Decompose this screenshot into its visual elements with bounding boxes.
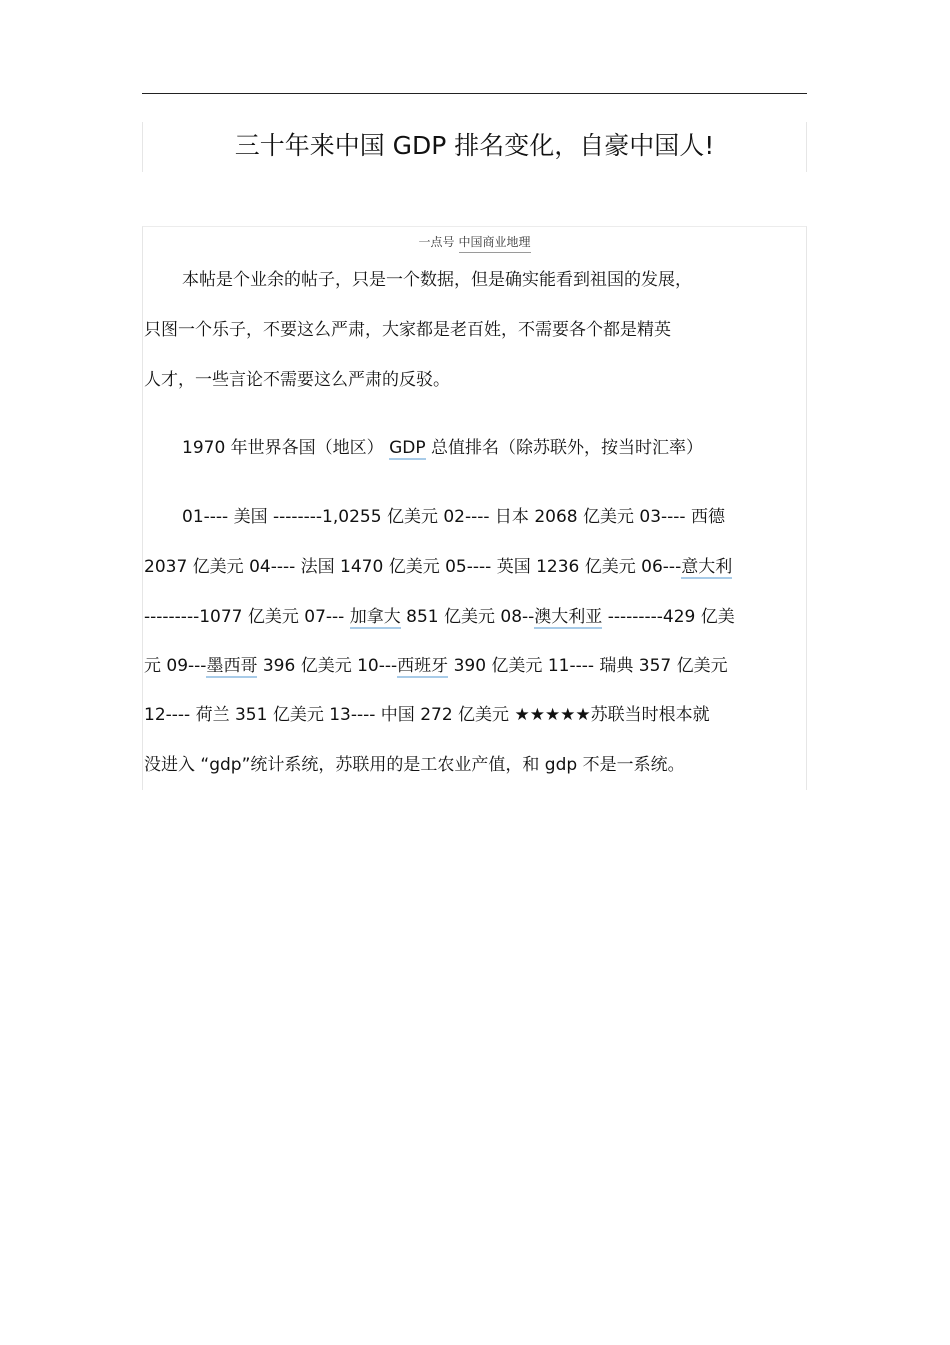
ranking-line-1: 01---- 美国 --------1,0255 亿美元 02---- 日本 2068 亿美元 03---- 西德	[182, 507, 725, 527]
ranking-line-3-b: 851 亿美元 08--	[406, 607, 535, 627]
intro-line-2: 只图一个乐子，不要这么严肃，大家都是老百姓，不需要各个都是精英	[144, 320, 671, 340]
source-line	[143, 233, 806, 253]
ranking-line-5: 12---- 荷兰 351 亿美元 13---- 中国 272 亿美元 ★★★★★苏联当时根本就	[144, 705, 710, 725]
page-title: 三十年来中国 GDP 排名变化，自豪中国人!	[234, 131, 715, 160]
ranking-line-6: 没进入 “gdp”统计系统，苏联用的是工农业产值，和 gdp 不是一系统。	[144, 755, 685, 775]
ranking-line-2	[144, 554, 806, 580]
canada-link[interactable]: 加拿大	[349, 607, 401, 627]
top-divider	[142, 93, 807, 94]
source-name-link[interactable]: 中国商业地理	[459, 233, 531, 253]
italy-link[interactable]: 意大利	[681, 557, 733, 577]
article-body	[142, 226, 807, 790]
source-prefix: 一点号	[418, 235, 455, 249]
australia-link[interactable]: 澳大利亚	[534, 607, 603, 627]
spain-link[interactable]: 西班牙	[397, 656, 449, 676]
ranking-line-4-a: 元 09---	[144, 656, 207, 676]
section-heading	[144, 435, 844, 461]
intro-line-1: 本帖是个业余的帖子，只是一个数据，但是确实能看到祖国的发展，	[182, 270, 692, 290]
heading-after: 总值排名（除苏联外，按当时汇率）	[431, 438, 703, 458]
title-section	[142, 122, 807, 172]
gdp-link[interactable]: GDP	[389, 438, 426, 458]
ranking-line-3-c: ---------429 亿美	[607, 607, 735, 627]
intro-line-3: 人才，一些言论不需要这么严肃的反驳。	[144, 370, 450, 390]
ranking-line-3	[144, 604, 806, 630]
heading-before: 1970 年世界各国（地区）	[182, 438, 384, 458]
ranking-line-2-text: 2037 亿美元 04---- 法国 1470 亿美元 05---- 英国 1236 亿美元 06---	[144, 557, 682, 577]
ranking-line-3-a: ---------1077 亿美元 07---	[144, 607, 345, 627]
ranking-line-4-c: 390 亿美元 11---- 瑞典 357 亿美元	[453, 656, 728, 676]
ranking-line-4	[144, 653, 806, 679]
mexico-link[interactable]: 墨西哥	[206, 656, 258, 676]
ranking-line-4-b: 396 亿美元 10---	[262, 656, 398, 676]
